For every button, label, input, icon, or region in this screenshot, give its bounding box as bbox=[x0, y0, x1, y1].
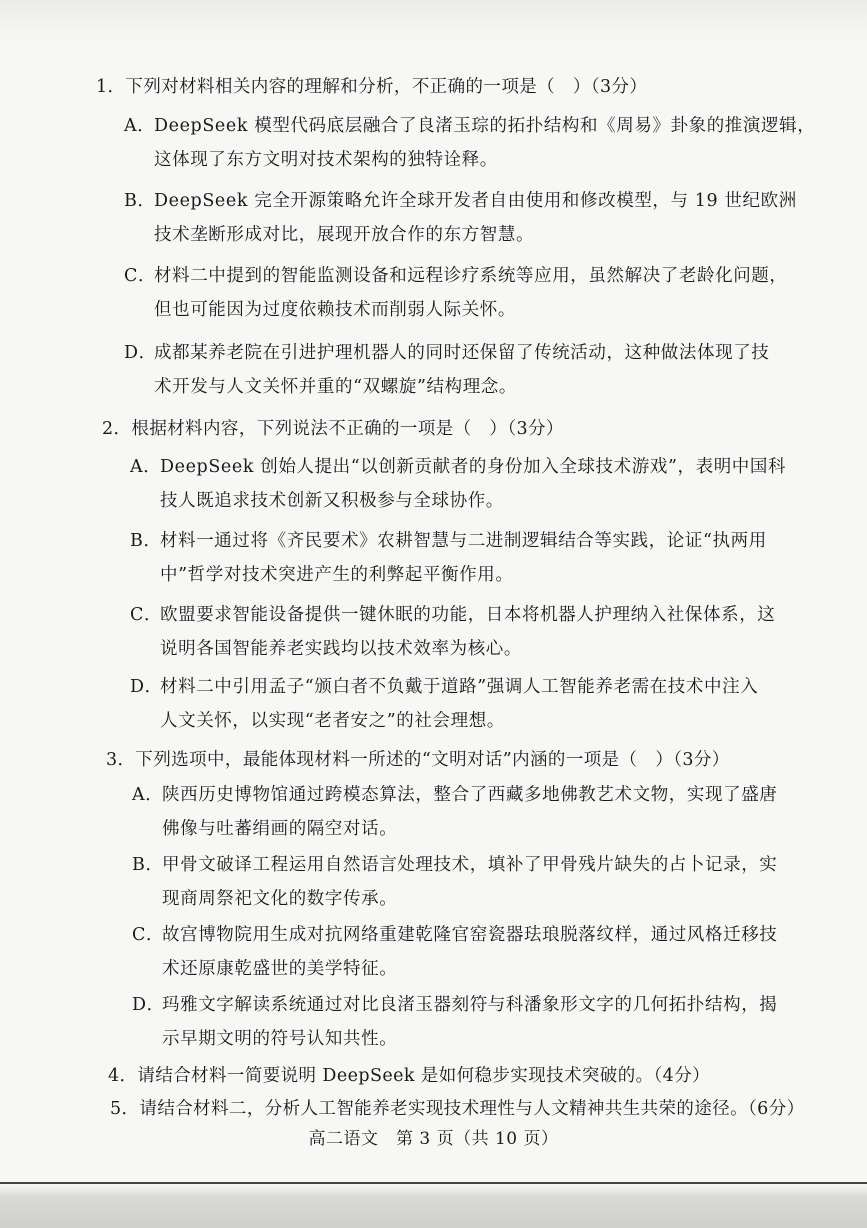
question-2-option-d[interactable]: D．材料二中引用孟子“颁白者不负戴于道路”强调人工智能养老需在技术中注入 人文关怀，以实现“老者安之”的社会理想。 bbox=[130, 677, 759, 731]
question-3-option-a[interactable]: A．陕西历史博物馆通过跨模态算法，整合了西藏多地佛教艺术文物，实现了盛唐 佛像与吐蕃绢画的隔空对话。 bbox=[132, 785, 778, 839]
question-1-option-d[interactable]: D．成都某养老院在引进护理机器人的同时还保留了传统活动，这种做法体现了技 术开发与人文关怀并重的“双螺旋”结构理念。 bbox=[124, 343, 770, 397]
question-3-stem: 3．下列选项中，最能体现材料一所述的“文明对话”内涵的一项是（ ）（3分） bbox=[106, 750, 730, 770]
question-5-stem: 5．请结合材料二，分析人工智能养老实现技术理性与人文精神共生共荣的途径。（6分） bbox=[110, 1099, 805, 1119]
question-2-option-c[interactable]: C．欧盟要求智能设备提供一键休眠的功能，日本将机器人护理纳入社保体系，这 说明各国智能养老实践均以技术效率为核心。 bbox=[130, 605, 776, 659]
scan-bottom-edge bbox=[0, 1182, 867, 1228]
question-3-option-b[interactable]: B．甲骨文破译工程运用自然语言处理技术，填补了甲骨残片缺失的占卜记录，实 现商周祭祀文化的数字传承。 bbox=[132, 855, 778, 909]
question-1-option-b[interactable]: B．DeepSeek 完全开源策略允许全球开发者自由使用和修改模型，与 19 世纪欧洲 技术垄断形成对比，展现开放合作的东方智慧。 bbox=[124, 191, 797, 245]
question-4-stem: 4．请结合材料一简要说明 DeepSeek 是如何稳步实现技术突破的。（4分） bbox=[108, 1066, 710, 1086]
question-3-option-d[interactable]: D．玛雅文字解读系统通过对比良渚玉器刻符与科潘象形文字的几何拓扑结构，揭 示早期文明的符号认知共性。 bbox=[132, 995, 778, 1049]
question-1-option-a[interactable]: A．DeepSeek 模型代码底层融合了良渚玉琮的拓扑结构和《周易》卦象的推演逻辑， 这体现了东方文明对技术架构的独特诠释。 bbox=[124, 116, 816, 170]
question-2-stem: 2．根据材料内容，下列说法不正确的一项是（ ）（3分） bbox=[102, 419, 564, 439]
question-3-option-c[interactable]: C．故宫博物院用生成对抗网络重建乾隆官窑瓷器珐琅脱落纹样，通过风格迁移技 术还原康乾盛世的美学特征。 bbox=[132, 925, 778, 979]
question-1-stem: 1．下列对材料相关内容的理解和分析，不正确的一项是（ ）（3分） bbox=[96, 77, 648, 97]
page-footer: 高二语文 第 3 页（共 10 页） bbox=[308, 1129, 559, 1149]
question-1-option-c[interactable]: C．材料二中提到的智能监测设备和远程诊疗系统等应用，虽然解决了老龄化问题， 但也可能因为过度依赖技术而削弱人际关怀。 bbox=[124, 266, 788, 320]
question-2-option-b[interactable]: B．材料一通过将《齐民要术》农耕智慧与二进制逻辑结合等实践，论证“执两用 中”哲学对技术突进产生的利弊起平衡作用。 bbox=[130, 531, 767, 585]
question-2-option-a[interactable]: A．DeepSeek 创始人提出“以创新贡献者的身份加入全球技术游戏”，表明中国科 技人既追求技术创新又积极参与全球协作。 bbox=[130, 457, 787, 511]
